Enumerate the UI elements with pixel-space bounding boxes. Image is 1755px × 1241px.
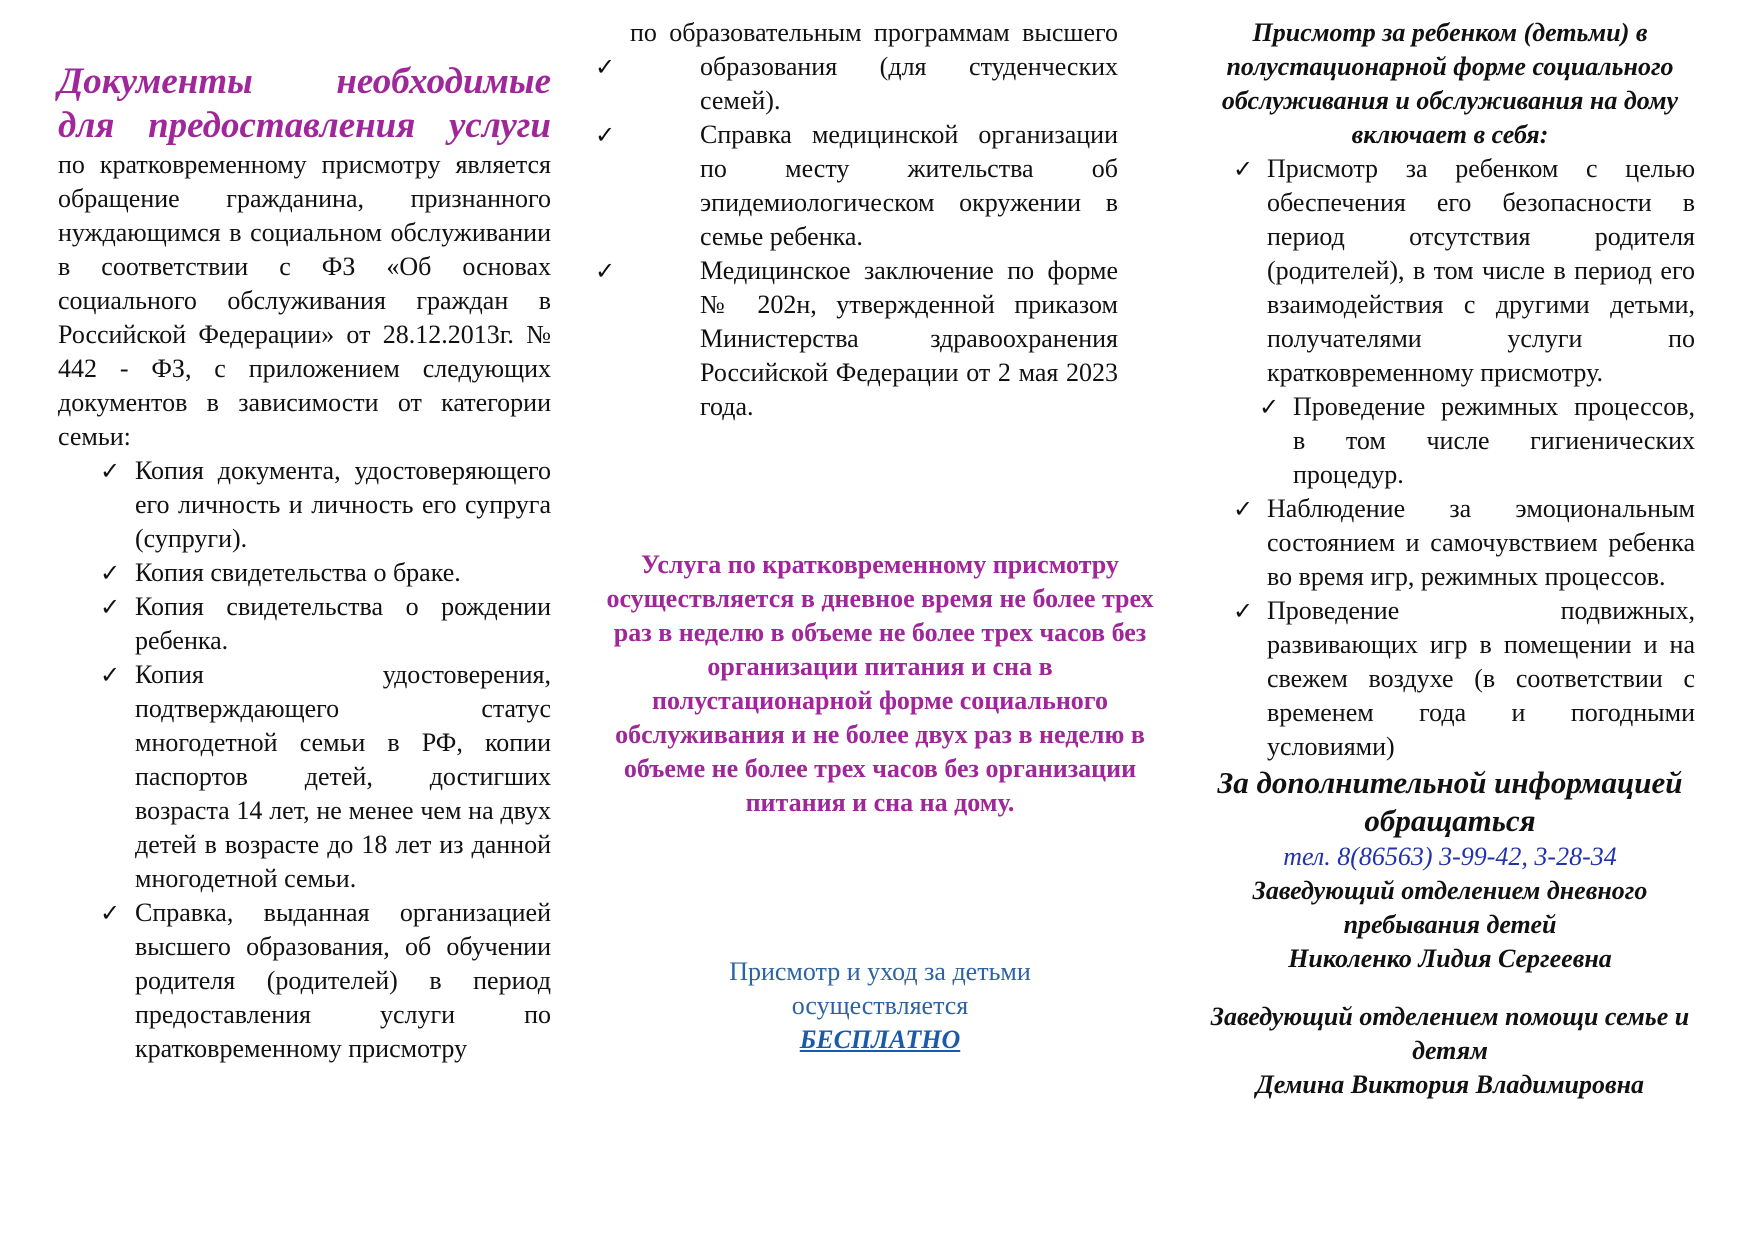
- contact-heading: За дополнительной информацией обращаться: [1217, 765, 1683, 838]
- supervision-title: Присмотр за ребенком (детьми) в полустационарной форме социального обслуживания и обслуживания на дому включает в себя:: [1221, 18, 1679, 149]
- list-item: ✓ Справка, выданная организацией высшего образования, об обучении родителя (родителей) в период предоставления услуги по кратковременному присмотру: [100, 898, 551, 1063]
- check-mark-icon: ✓: [100, 661, 121, 689]
- list-item: ✓ Проведение подвижных, развивающих игр в помещении и на свежем воздухе (в соответствии с временем года и погодными условиями): [1233, 596, 1695, 761]
- continuation-text: по образовательным программам высшего: [630, 18, 1118, 47]
- documents-list: [58, 454, 551, 1066]
- documents-intro: по кратковременному присмотру является обращение гражданина, признанного нуждающимся в социальном обслуживании в соответствии с ФЗ «Об основах социального обслуживания граждан в Российской Федерации» от 28.12.2013г. № 442 - ФЗ, с приложением следующих документов в зависимости от категории семьи:: [58, 150, 551, 451]
- phone-number: тел. 8(86563) 3-99-42, 3-28-34: [1283, 842, 1617, 871]
- service-notice: Услуга по кратковременному присмотру осуществляется в дневное время не более трех раз в неделю в объеме не более трех часов без организации питания и сна в полустационарной форме социального обслуживания и не более двух раз в неделю в объеме не более трех часов без организации питания и сна на дому.: [606, 550, 1154, 817]
- documents-heading-line1: Документы необходимые: [58, 61, 551, 102]
- head2-title: Заведующий отделением помощи семье и детям: [1210, 1002, 1690, 1065]
- check-mark-icon: ✓: [100, 559, 121, 587]
- head1-title: Заведующий отделением дневного пребывания детей: [1252, 876, 1648, 939]
- supervision-list: [1205, 152, 1695, 764]
- free-line1: Присмотр и уход за детьми: [729, 957, 1031, 986]
- check-mark-icon: ✓: [595, 53, 616, 81]
- check-mark-icon: ✓: [1233, 597, 1254, 625]
- middle-documents-list: [595, 50, 1118, 424]
- check-mark-icon: ✓: [100, 457, 121, 485]
- check-mark-icon: ✓: [100, 899, 121, 927]
- documents-heading-line2: для предоставления услуги: [58, 105, 551, 146]
- check-mark-icon: ✓: [1233, 155, 1254, 183]
- check-mark-icon: ✓: [595, 257, 616, 285]
- spacer: [1205, 976, 1695, 1000]
- check-mark-icon: ✓: [1233, 495, 1254, 523]
- right-column: [1205, 16, 1695, 1102]
- left-column: [58, 60, 551, 1066]
- list-item: ✓ Наблюдение за эмоциональным состоянием и самочувствием ребенка во время игр, режимных процессов.: [1233, 494, 1695, 591]
- list-item: ✓ Копия свидетельства о рождении ребенка.: [100, 592, 551, 655]
- check-mark-icon: ✓: [595, 121, 616, 149]
- free-service-block: [600, 955, 1160, 1057]
- free-word: БЕСПЛАТНО: [799, 1025, 961, 1054]
- middle-column: [595, 16, 1118, 424]
- list-item: ✓ Присмотр за ребенком с целью обеспечения его безопасности в период отсутствия родителя (родителей), в том числе в период его взаимодействия с другими детьми, получателями услуги по кратковременному присмотру.: [1233, 154, 1695, 387]
- list-item: ✓ образования (для студенческих семей).: [595, 52, 1118, 115]
- check-mark-icon: ✓: [100, 593, 121, 621]
- list-item: ✓ Проведение режимных процессов, в том числе гигиенических процедур.: [1259, 392, 1695, 489]
- list-item: ✓ Медицинское заключение по форме № 202н, утвержденной приказом Министерства здравоохранения Российской Федерации от 2 мая 2023 года.: [595, 256, 1118, 421]
- head1-name: Николенко Лидия Сергеевна: [1288, 944, 1612, 973]
- check-mark-icon: ✓: [1259, 393, 1280, 421]
- list-item: ✓ Справка медицинской организации по месту жительства об эпидемиологическом окружении в семье ребенка.: [595, 120, 1118, 251]
- free-line2: осуществляется: [791, 991, 969, 1020]
- list-item: ✓ Копия удостоверения, подтверждающего статус многодетной семьи в РФ, копии паспортов детей, достигших возраста 14 лет, не менее чем на двух детей в возрасте до 18 лет из данной многодетной семьи.: [100, 660, 551, 893]
- list-item: ✓ Копия свидетельства о браке.: [58, 556, 551, 590]
- list-item: ✓ Копия документа, удостоверяющего его личность и личность его супруга (супруги).: [100, 456, 551, 553]
- head2-name: Демина Виктория Владимировна: [1255, 1070, 1645, 1099]
